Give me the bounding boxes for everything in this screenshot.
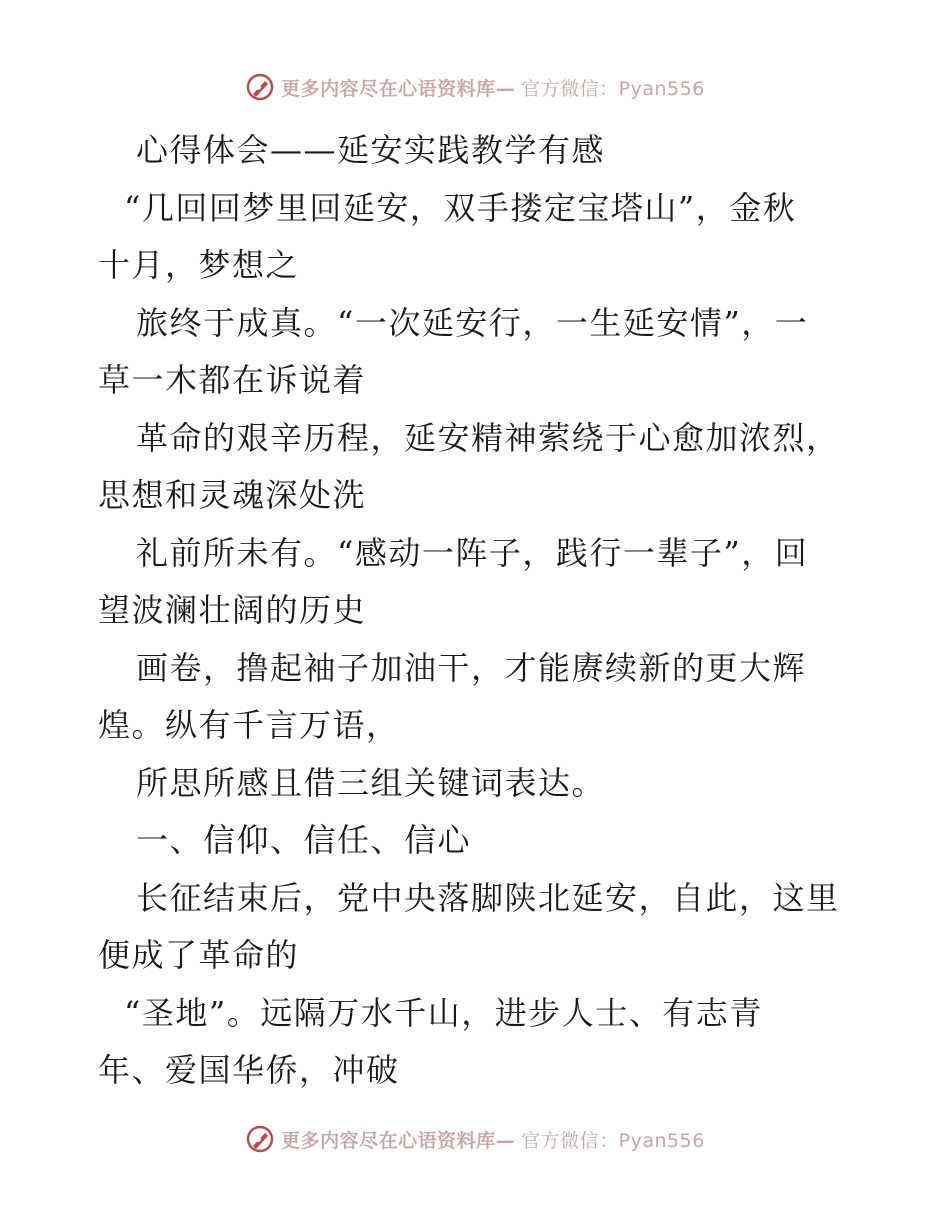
paragraph-line: 所思所感且借三组关键词表达。 bbox=[136, 763, 606, 802]
watermark-wechat: 官方微信：Pyan556 bbox=[521, 77, 705, 100]
paragraph-line: 革命的艰辛历程，延安精神萦绕于心愈加浓烈， bbox=[136, 418, 840, 457]
paragraph-line: 望波澜壮阔的历史 bbox=[98, 591, 367, 629]
watermark-text: 更多内容尽在心语资料库— bbox=[281, 1129, 516, 1152]
paragraph-line: 年、爱国华侨，冲破 bbox=[98, 1051, 400, 1089]
watermark-wechat: 官方微信：Pyan556 bbox=[521, 1129, 705, 1152]
doc-title: 心得体会——延安实践教学有感 bbox=[136, 131, 606, 169]
paragraph-line: 旅终于成真。“一次延安行，一生延安情”，一 bbox=[136, 303, 809, 342]
paragraph-line: 长征结束后，党中央落脚陕北延安，自此，这里 bbox=[136, 878, 840, 917]
paragraph-line: 煌。纵有千言万语， bbox=[98, 706, 400, 744]
watermark-text: 更多内容尽在心语资料库— bbox=[281, 77, 516, 100]
document-body bbox=[98, 122, 858, 1100]
section-heading: 一、信仰、信任、信心 bbox=[136, 821, 472, 859]
paragraph-line: 礼前所未有。“感动一阵子，践行一辈子”，回 bbox=[136, 533, 809, 572]
paragraph-line: 便成了革命的 bbox=[98, 936, 300, 974]
footer-watermark bbox=[0, 1124, 950, 1154]
paragraph-line: “几回回梦里回延安，双手搂定宝塔山”，金秋 bbox=[124, 188, 797, 227]
pen-logo-icon bbox=[245, 1124, 275, 1154]
paragraph-line: “圣地”。远隔万水千山，进步人士、有志青 bbox=[124, 993, 763, 1032]
paragraph-line: 画卷，撸起袖子加油干，才能赓续新的更大辉 bbox=[136, 648, 807, 687]
pen-logo-icon bbox=[245, 72, 275, 102]
paragraph-line: 思想和灵魂深处洗 bbox=[98, 476, 367, 514]
paragraph-line: 十月，梦想之 bbox=[98, 246, 300, 284]
header-watermark bbox=[0, 72, 950, 102]
paragraph-line: 草一木都在诉说着 bbox=[98, 361, 367, 399]
